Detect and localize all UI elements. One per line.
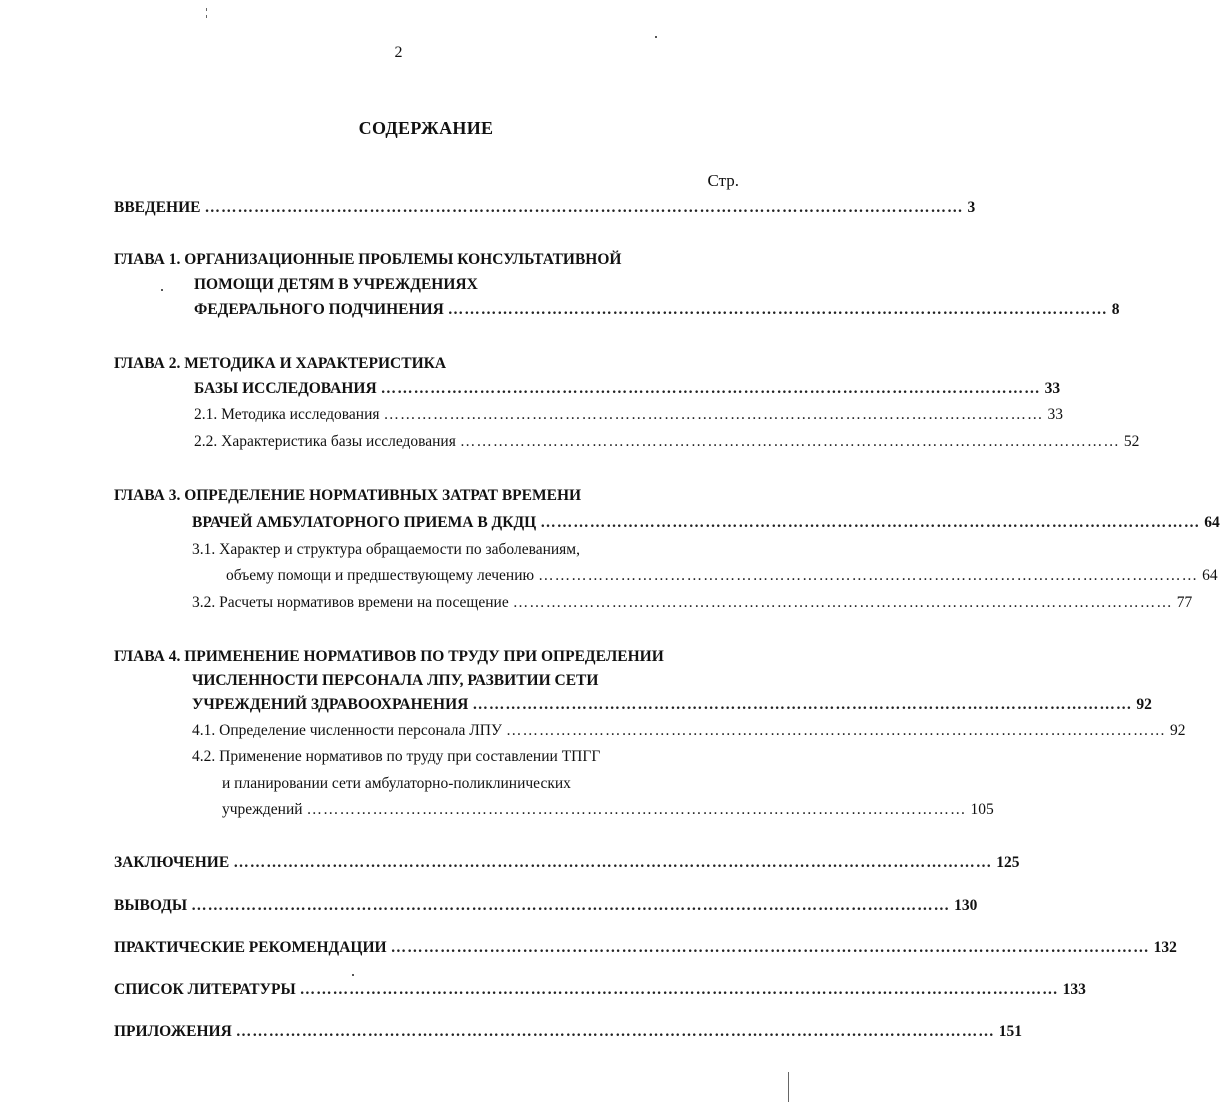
toc-entry-title: ПРИЛОЖЕНИЯ	[114, 1023, 232, 1040]
toc-section-3-2[interactable]	[192, 593, 1193, 613]
toc-entry-appendices[interactable]	[114, 1022, 1023, 1042]
toc-entry-page: 64	[1202, 567, 1218, 584]
toc-entry-page: 151	[998, 1023, 1023, 1040]
scan-speck	[655, 36, 657, 38]
leader-dots: …………………………………………………………………………………………………………	[540, 514, 1201, 531]
leader-dots: …………………………………………………………………………………………………………………………	[299, 981, 1059, 998]
toc-entry-page: 105	[970, 801, 994, 818]
toc-entry-title: ФЕДЕРАЛЬНОГО ПОДЧИНЕНИЯ	[194, 301, 444, 318]
page-number: 2	[394, 44, 403, 61]
toc-section-2-1[interactable]	[194, 405, 1064, 425]
toc-entry-page: 130	[954, 897, 978, 914]
toc-chapter-4-line-3[interactable]	[192, 695, 1152, 715]
toc-entry-title: объему помощи и предшествующему лечению	[226, 567, 535, 584]
scan-speck	[352, 974, 354, 976]
toc-chapter-1-line-3[interactable]	[194, 300, 1120, 320]
leader-dots: …………………………………………………………………………………………………………	[512, 594, 1173, 611]
toc-entry-page: 64	[1204, 514, 1220, 531]
toc-entry-page: 132	[1153, 939, 1177, 956]
toc-section-2-2[interactable]	[194, 432, 1140, 452]
toc-section-3-1-line-2[interactable]	[226, 566, 1218, 586]
toc-entry-title: ПРАКТИЧЕСКИЕ РЕКОМЕНДАЦИИ	[114, 939, 387, 956]
leader-dots: …………………………………………………………………………………………………………………………	[191, 897, 951, 914]
page-column-label: Стр.	[707, 171, 739, 190]
toc-section-3-1-line-1[interactable]: 3.1. Характер и структура обращаемости по заболеваниям,	[192, 541, 580, 558]
toc-entry-page: 125	[996, 854, 1020, 871]
leader-dots: …………………………………………………………………………………………………………	[306, 801, 967, 818]
leader-dots: …………………………………………………………………………………………………………	[538, 567, 1199, 584]
scan-speck	[161, 289, 163, 291]
leader-dots: …………………………………………………………………………………………………………	[505, 722, 1166, 739]
scan-speck	[206, 15, 207, 18]
toc-entry-recommendations[interactable]	[114, 938, 1177, 958]
toc-entry-title: 4.1. Определение численности персонала ЛПУ	[192, 722, 502, 739]
toc-entry-title: УЧРЕЖДЕНИЙ ЗДРАВООХРАНЕНИЯ	[192, 696, 469, 713]
toc-section-4-2-line-3[interactable]	[222, 800, 994, 820]
toc-entry-conclusion[interactable]	[114, 853, 1020, 873]
toc-chapter-1-line-2[interactable]: ПОМОЩИ ДЕТЯМ В УЧРЕЖДЕНИЯХ	[194, 276, 478, 293]
toc-chapter-1-line-1[interactable]: ГЛАВА 1. ОРГАНИЗАЦИОННЫЕ ПРОБЛЕМЫ КОНСУЛЬТАТИВНОЙ	[114, 251, 622, 268]
page-title: СОДЕРЖАНИЕ	[358, 118, 494, 138]
leader-dots: …………………………………………………………………………………………………………………………	[235, 1023, 995, 1040]
toc-section-4-2-line-2[interactable]: и планировании сети амбулаторно-поликлинических	[222, 775, 571, 792]
toc-section-4-1[interactable]	[192, 721, 1186, 741]
scan-speck	[206, 8, 207, 11]
toc-entry-page: 33	[1044, 380, 1061, 397]
toc-entry-page: 33	[1047, 406, 1064, 423]
leader-dots: …………………………………………………………………………………………………………………………	[233, 854, 993, 871]
toc-entry-title: ВЫВОДЫ	[114, 897, 188, 914]
toc-entry-references[interactable]	[114, 980, 1086, 1000]
toc-entry-title: ЗАКЛЮЧЕНИЕ	[114, 854, 230, 871]
toc-chapter-4-line-1[interactable]: ГЛАВА 4. ПРИМЕНЕНИЕ НОРМАТИВОВ ПО ТРУДУ ПРИ ОПРЕДЕЛЕНИИ	[114, 648, 664, 665]
toc-entry-title: 2.2. Характеристика базы исследования	[194, 433, 456, 450]
leader-dots: …………………………………………………………………………………………………………………………	[390, 939, 1150, 956]
toc-chapter-2-line-1[interactable]: ГЛАВА 2. МЕТОДИКА И ХАРАКТЕРИСТИКА	[114, 355, 447, 372]
toc-section-4-2-line-1[interactable]: 4.2. Применение нормативов по труду при составлении ТПГГ	[192, 748, 601, 765]
toc-entry-title: ВВЕДЕНИЕ	[114, 199, 201, 216]
toc-entry-title: 2.1. Методика исследования	[194, 406, 380, 423]
scan-edge-mark	[788, 1072, 789, 1102]
toc-entry-findings[interactable]	[114, 896, 978, 916]
toc-entry-title: учреждений	[222, 801, 303, 818]
toc-entry-page: 8	[1111, 301, 1120, 318]
toc-entry-title: СПИСОК ЛИТЕРАТУРЫ	[114, 981, 296, 998]
toc-chapter-3-line-1[interactable]: ГЛАВА 3. ОПРЕДЕЛЕНИЕ НОРМАТИВНЫХ ЗАТРАТ ВРЕМЕНИ	[114, 487, 582, 504]
toc-entry-page: 133	[1062, 981, 1086, 998]
toc-entry-page: 3	[967, 199, 976, 216]
toc-chapter-3-line-2[interactable]	[192, 513, 1220, 533]
leader-dots: …………………………………………………………………………………………………………	[383, 406, 1044, 423]
leader-dots: …………………………………………………………………………………………………………	[472, 696, 1133, 713]
toc-entry-page: 52	[1123, 433, 1140, 450]
toc-entry-page: 77	[1176, 594, 1193, 611]
toc-chapter-4-line-2[interactable]: ЧИСЛЕННОСТИ ПЕРСОНАЛА ЛПУ, РАЗВИТИИ СЕТИ	[192, 672, 599, 689]
toc-entry-title: 3.2. Расчеты нормативов времени на посещение	[192, 594, 509, 611]
toc-entry-title: ВРАЧЕЙ АМБУЛАТОРНОГО ПРИЕМА В ДКДЦ	[192, 514, 537, 531]
toc-entry-page: 92	[1169, 722, 1186, 739]
leader-dots: …………………………………………………………………………………………………………………………	[204, 199, 964, 216]
leader-dots: …………………………………………………………………………………………………………	[380, 380, 1041, 397]
toc-entry-introduction[interactable]	[114, 198, 976, 218]
toc-entry-title: БАЗЫ ИССЛЕДОВАНИЯ	[194, 380, 377, 397]
toc-entry-page: 92	[1136, 696, 1152, 713]
leader-dots: …………………………………………………………………………………………………………	[447, 301, 1108, 318]
toc-chapter-2-line-2[interactable]	[194, 379, 1061, 399]
leader-dots: …………………………………………………………………………………………………………	[459, 433, 1120, 450]
